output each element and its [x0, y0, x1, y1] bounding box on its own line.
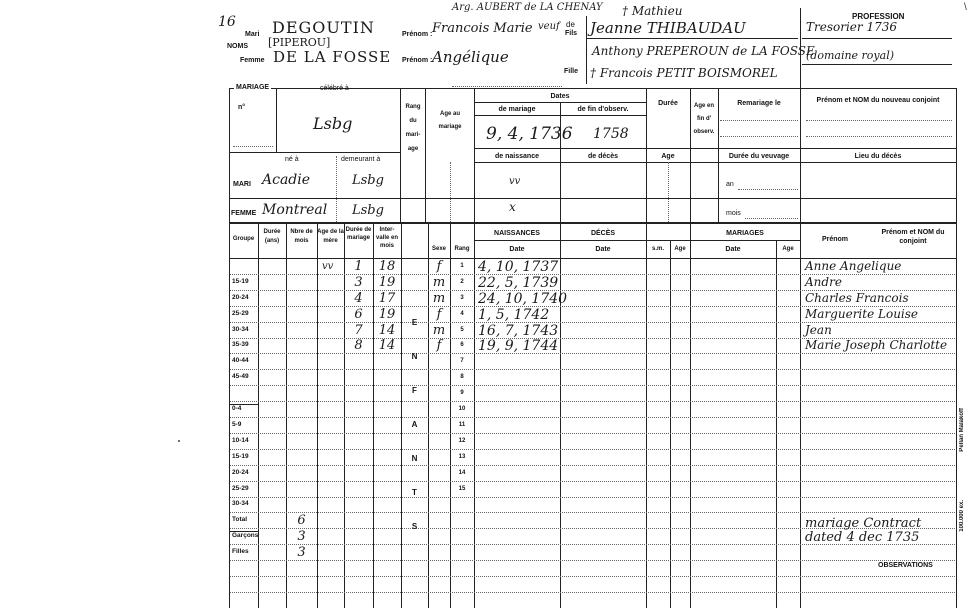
- duree-veuvage-label: Durée du veuvage: [728, 153, 790, 160]
- fille-label: Fille: [564, 68, 579, 75]
- child-duree-mariage: 8: [354, 338, 363, 354]
- group-label: Total: [232, 516, 248, 524]
- profession-2: (domaine royal): [806, 49, 895, 62]
- father-note: † Mathieu: [622, 4, 683, 18]
- nbre-mois-header: Nbre de mois: [290, 229, 313, 244]
- mariages-age-header: Age: [782, 246, 794, 252]
- celebre-label: célébré à: [320, 85, 349, 92]
- child-sexe: m: [432, 322, 446, 338]
- enfants-letter: S: [411, 522, 418, 531]
- ne-a-label: né à: [285, 156, 299, 163]
- row-line: [230, 417, 955, 418]
- enfants-letter: A: [411, 420, 418, 429]
- rang-mariage-label: Rang du mari- age: [405, 104, 421, 152]
- mariage-title: MARIAGE: [236, 84, 270, 91]
- child-intervalle: 14: [378, 322, 396, 338]
- rang-number: 8: [460, 374, 464, 381]
- mari-prenom-note: veuf: [538, 21, 560, 32]
- child-age-mere: vv: [322, 260, 334, 272]
- mari-label: Mari: [245, 31, 260, 38]
- group-label: 25-29: [232, 309, 249, 317]
- date-mariage: 9, 4, 1736: [486, 124, 573, 144]
- rang-number: 3: [460, 294, 464, 301]
- de-mariage-label: de mariage: [498, 106, 536, 113]
- group-label: 45-49: [232, 373, 249, 381]
- sexe-header: Sexe: [431, 246, 446, 252]
- group-label: 20-24: [232, 468, 249, 476]
- group-label: 35-39: [232, 341, 249, 349]
- femme-prenom: Angélique: [432, 48, 509, 66]
- child-duree-mariage: 3: [354, 274, 363, 290]
- row-line: [230, 369, 955, 370]
- mari-prenom-label: Prénom :: [402, 31, 433, 38]
- child-prenom: Andre: [805, 274, 842, 289]
- no-label: n°: [238, 104, 246, 111]
- enfants-letter: F: [412, 386, 417, 395]
- femme-parents-2: † Francois PETIT BOISMOREL: [590, 66, 778, 80]
- de-naissance-label: de naissance: [495, 153, 539, 160]
- duree-label: Durée: [658, 100, 678, 107]
- child-sexe: f: [436, 306, 442, 322]
- group-label: 30-34: [232, 325, 249, 333]
- duree-ans-header: Durée (ans): [263, 229, 281, 244]
- row-line: [230, 322, 955, 323]
- group-label: 30-34: [232, 500, 249, 508]
- child-intervalle: 19: [378, 274, 396, 290]
- child-prenom: Anne Angelique: [805, 258, 902, 273]
- mari-row-label: MARI: [233, 181, 251, 188]
- row-line: [230, 353, 955, 354]
- naissance-date-header: Date: [509, 246, 525, 253]
- fils-label: Fils: [565, 30, 578, 37]
- page-number: 16: [218, 14, 236, 30]
- enfants-letter: T: [412, 488, 417, 497]
- stray-dot: [178, 440, 180, 442]
- enfants-letter: E: [411, 318, 418, 327]
- child-naissance: 1, 5, 1742: [478, 306, 550, 323]
- femme-naissance: x: [509, 200, 516, 214]
- observation-1: mariage Contract: [805, 516, 922, 531]
- child-duree-mariage: 1: [354, 258, 363, 274]
- sm-header: s.m.: [651, 246, 664, 252]
- duree-mariage-header: Durée de mariage: [345, 227, 372, 241]
- femme-prenom-label: Prénom :: [402, 57, 433, 64]
- rang-number: 9: [460, 390, 464, 397]
- child-sexe: m: [432, 290, 446, 306]
- femme-parents-1: Anthony PREPEROUN de LA FOSSE: [592, 44, 815, 58]
- child-sexe: m: [432, 274, 446, 290]
- age-mariage-label: Age au mariage: [438, 111, 462, 130]
- femme-label: Femme: [240, 57, 265, 64]
- source-note: Arg. AUBERT de LA CHENAY: [452, 2, 603, 13]
- child-intervalle: 19: [378, 306, 396, 322]
- total-filles: 3: [297, 545, 306, 561]
- row-line: [230, 465, 955, 466]
- rang-number: 5: [460, 326, 464, 333]
- child-naissance: 19, 9, 1744: [478, 338, 559, 355]
- deces-age-header: Age: [674, 246, 686, 252]
- rang-number: 14: [458, 469, 466, 476]
- mariages-date-header: Date: [725, 246, 741, 253]
- mari-naissance: vv: [509, 176, 521, 187]
- de-label: de: [566, 20, 575, 29]
- group-label: 15-19: [232, 452, 249, 460]
- child-prenom: Marguerite Louise: [805, 306, 919, 321]
- an-label: an: [726, 181, 734, 188]
- date-fin-observ: 1758: [593, 126, 629, 142]
- group-label: 25-29: [232, 484, 249, 492]
- deces-date-header: Date: [595, 246, 611, 253]
- naissances-header: NAISSANCES: [494, 230, 540, 237]
- rang-number: 10: [458, 406, 466, 412]
- row-line: [230, 560, 955, 561]
- child-naissance: 24, 10, 1740: [478, 290, 568, 307]
- row-line: [230, 512, 955, 513]
- rang-number: 1: [460, 262, 464, 269]
- mari-prenom: Francois Marie: [432, 21, 533, 36]
- row-line: [230, 592, 955, 593]
- row-line: [230, 449, 955, 450]
- rang-header: Rang: [454, 246, 470, 252]
- enfants-letter: N: [411, 454, 418, 463]
- row-line: [230, 497, 955, 498]
- print-run-note: 100.000 ex.: [959, 500, 965, 532]
- child-prenom: Charles Francois: [805, 290, 909, 305]
- child-naissance: 22, 5, 1739: [478, 274, 559, 291]
- child-duree-mariage: 7: [354, 322, 363, 338]
- rang-number: 11: [458, 421, 466, 428]
- rang-number: 6: [460, 342, 464, 349]
- row-line: [230, 481, 955, 482]
- intervalle-header: Inter- valle en mois: [375, 227, 398, 249]
- printer-note: Pellan Malakoff: [959, 408, 965, 452]
- rang-number: 2: [460, 278, 464, 285]
- demeurant-label: demeurant à: [341, 156, 381, 163]
- noms-label: NOMS: [227, 43, 248, 50]
- rang-number: 15: [458, 485, 466, 492]
- lieu-deces-label: Lieu du décès: [854, 153, 902, 160]
- mari-name: DEGOUTIN: [272, 18, 375, 37]
- mari-ne-a: Acadie: [262, 172, 311, 188]
- remariage-label: Remariage le: [737, 100, 781, 107]
- total-garcons: 3: [297, 529, 306, 545]
- femme-ne-a: Montreal: [262, 202, 328, 218]
- femme-name: DE LA FOSSE: [273, 48, 392, 66]
- observations-label: OBSERVATIONS: [878, 562, 933, 569]
- mariages-header: MARIAGES: [726, 230, 764, 237]
- row-line: [230, 401, 955, 402]
- total-total: 6: [297, 513, 306, 529]
- child-intervalle: 18: [378, 258, 396, 274]
- conjoint-header: Prénom et NOM du conjoint: [881, 229, 945, 245]
- group-label: Filles: [232, 548, 249, 556]
- corner-mark: \: [964, 2, 967, 13]
- mari-parents: Jeanne THIBAUDAU: [590, 19, 746, 37]
- enfants-letter: N: [411, 352, 418, 361]
- group-label: 0-4: [232, 405, 242, 412]
- group-label: 40-44: [232, 357, 249, 365]
- age-fin-label: Age en fin d' observ.: [693, 103, 715, 135]
- groupe-header: Groupe: [232, 236, 255, 242]
- deces-header: DÉCÈS: [590, 230, 616, 237]
- mari-alias: [PIPEROU]: [268, 36, 331, 49]
- age-mere-header: Age de la mère: [317, 229, 344, 244]
- child-prenom: Jean: [805, 322, 832, 337]
- child-prenom: Marie Joseph Charlotte: [805, 338, 948, 353]
- row-line: [230, 385, 955, 386]
- femme-demeurant: Lsbg: [352, 203, 384, 218]
- mari-demeurant: Lsbg: [352, 173, 384, 188]
- mois-label: mois: [726, 210, 741, 217]
- rang-number: 7: [460, 358, 464, 365]
- fin-observ-label: de fin d'observ.: [577, 106, 629, 113]
- row-line: [230, 274, 955, 275]
- group-label: 15-19: [232, 277, 249, 285]
- rang-number: 12: [458, 437, 466, 444]
- child-intervalle: 17: [378, 290, 396, 306]
- row-line: [230, 576, 955, 577]
- child-naissance: 4, 10, 1737: [478, 258, 559, 275]
- group-label: 5-9: [232, 420, 242, 428]
- group-label: 20-24: [232, 293, 249, 301]
- age-label: Age: [661, 153, 675, 160]
- rang-number: 13: [458, 453, 466, 460]
- child-sexe: f: [436, 258, 442, 274]
- observation-2: dated 4 dec 1735: [805, 530, 920, 545]
- femme-row-label: FEMME: [231, 210, 257, 217]
- profession-1: Tresorier 1736: [806, 20, 897, 34]
- de-deces-label: de décès: [588, 153, 618, 160]
- dates-label: Dates: [550, 93, 570, 100]
- group-label: 10-14: [232, 436, 249, 444]
- rang-number: 4: [460, 310, 464, 317]
- nouveau-conjoint-label: Prénom et NOM du nouveau conjoint: [816, 97, 940, 104]
- group-label: Garçons: [232, 532, 259, 540]
- prenom-header: Prénom: [821, 236, 849, 243]
- child-duree-mariage: 6: [354, 306, 363, 322]
- child-intervalle: 14: [378, 338, 396, 354]
- profession-label: PROFESSION: [852, 12, 905, 21]
- child-sexe: f: [436, 338, 442, 354]
- child-duree-mariage: 4: [354, 290, 363, 306]
- row-line: [230, 433, 955, 434]
- mariage-place: Lsbg: [313, 114, 353, 133]
- child-naissance: 16, 7, 1743: [478, 322, 559, 339]
